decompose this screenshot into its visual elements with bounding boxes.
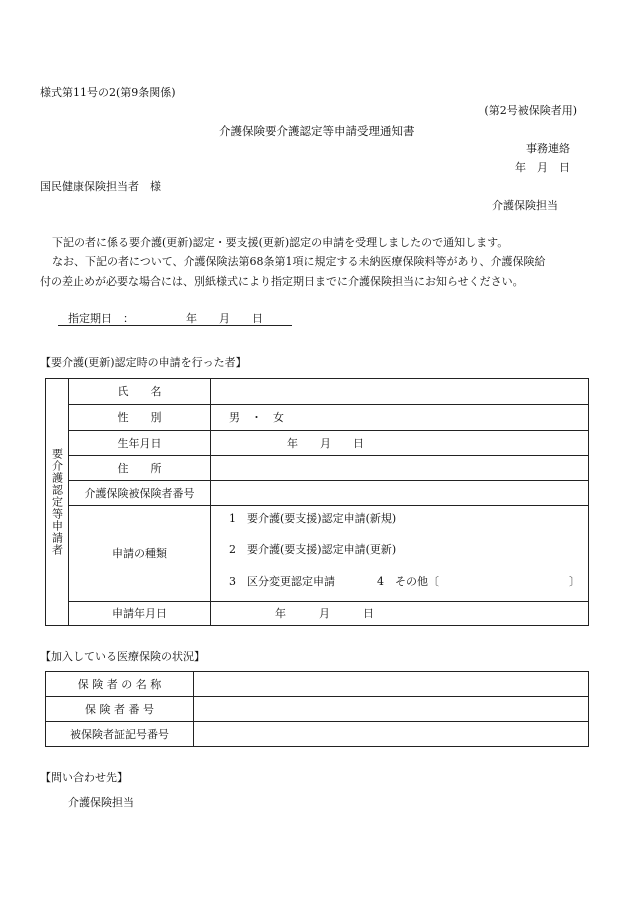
insurance-table: [45, 671, 589, 747]
insured-number-field[interactable]: [211, 481, 589, 506]
body-line-1: 下記の者に係る要介護(更新)認定・要支援(更新)認定の申請を受理しましたので通知します。: [52, 236, 509, 249]
insurance-heading: 【加入している医療保険の状況】: [40, 650, 205, 663]
dob-label: 生年月日: [69, 431, 211, 456]
notice-type: 事務連絡: [526, 142, 570, 155]
usage-note: (第2号被保険者用): [484, 104, 577, 117]
deadline-value: 年 月 日: [186, 312, 263, 325]
sex-label: 性 別: [69, 405, 211, 431]
insurer-name-label: 保 険 者 の 名 称: [46, 672, 194, 697]
sender: 介護保険担当: [492, 199, 558, 212]
type-option-3[interactable]: 3 区分変更認定申請: [229, 575, 335, 588]
dob-field[interactable]: 年 月 日: [211, 431, 589, 456]
application-date-label: 申請年月日: [69, 602, 211, 626]
sex-field[interactable]: 男 ・ 女: [211, 405, 589, 431]
name-field[interactable]: [211, 379, 589, 405]
issue-date: 年 月 日: [515, 161, 570, 174]
application-date-field[interactable]: 年 月 日: [211, 602, 589, 626]
type-option-1[interactable]: 1 要介護(要支援)認定申請(新規): [229, 512, 397, 525]
contact-heading: 【問い合わせ先】: [40, 771, 128, 784]
deadline-label: 指定期日 ：: [68, 312, 134, 325]
insurer-number-field[interactable]: [194, 697, 589, 722]
insurer-name-field[interactable]: [194, 672, 589, 697]
form-number: 様式第11号の2(第9条関係): [40, 86, 176, 99]
type-option-2[interactable]: 2 要介護(要支援)認定申請(更新): [229, 543, 397, 556]
application-type-label: 申請の種類: [69, 506, 211, 602]
application-type-field: [211, 506, 589, 602]
type-option-4-close: 〕: [569, 575, 580, 588]
type-option-4[interactable]: 4 その他〔: [377, 575, 439, 588]
body-line-3: 付の差止めが必要な場合には、別紙様式により指定期日までに介護保険担当にお知らせください。: [40, 275, 524, 288]
insurer-number-label: 保 険 者 番 号: [46, 697, 194, 722]
address-field[interactable]: [211, 456, 589, 481]
card-number-field[interactable]: [194, 722, 589, 747]
applicant-table: [45, 378, 589, 626]
address-label: 住 所: [69, 456, 211, 481]
recipient: 国民健康保険担当者 様: [40, 180, 161, 193]
body-line-2: なお、下記の者について、介護保険法第68条第1項に規定する未納医療保険料等があり、介護保険給: [52, 255, 546, 268]
card-number-label: 被保険者証記号番号: [46, 722, 194, 747]
document-title: 介護保険要介護認定等申請受理通知書: [219, 124, 415, 138]
contact-value: 介護保険担当: [68, 796, 134, 809]
applicant-heading: 【要介護(更新)認定時の申請を行った者】: [40, 356, 247, 369]
applicant-side-label-cell: [46, 379, 69, 626]
name-label: 氏 名: [69, 379, 211, 405]
applicant-side-label: 要介護認定等申請者: [50, 448, 64, 556]
insured-number-label: 介護保険被保険者番号: [69, 481, 211, 506]
